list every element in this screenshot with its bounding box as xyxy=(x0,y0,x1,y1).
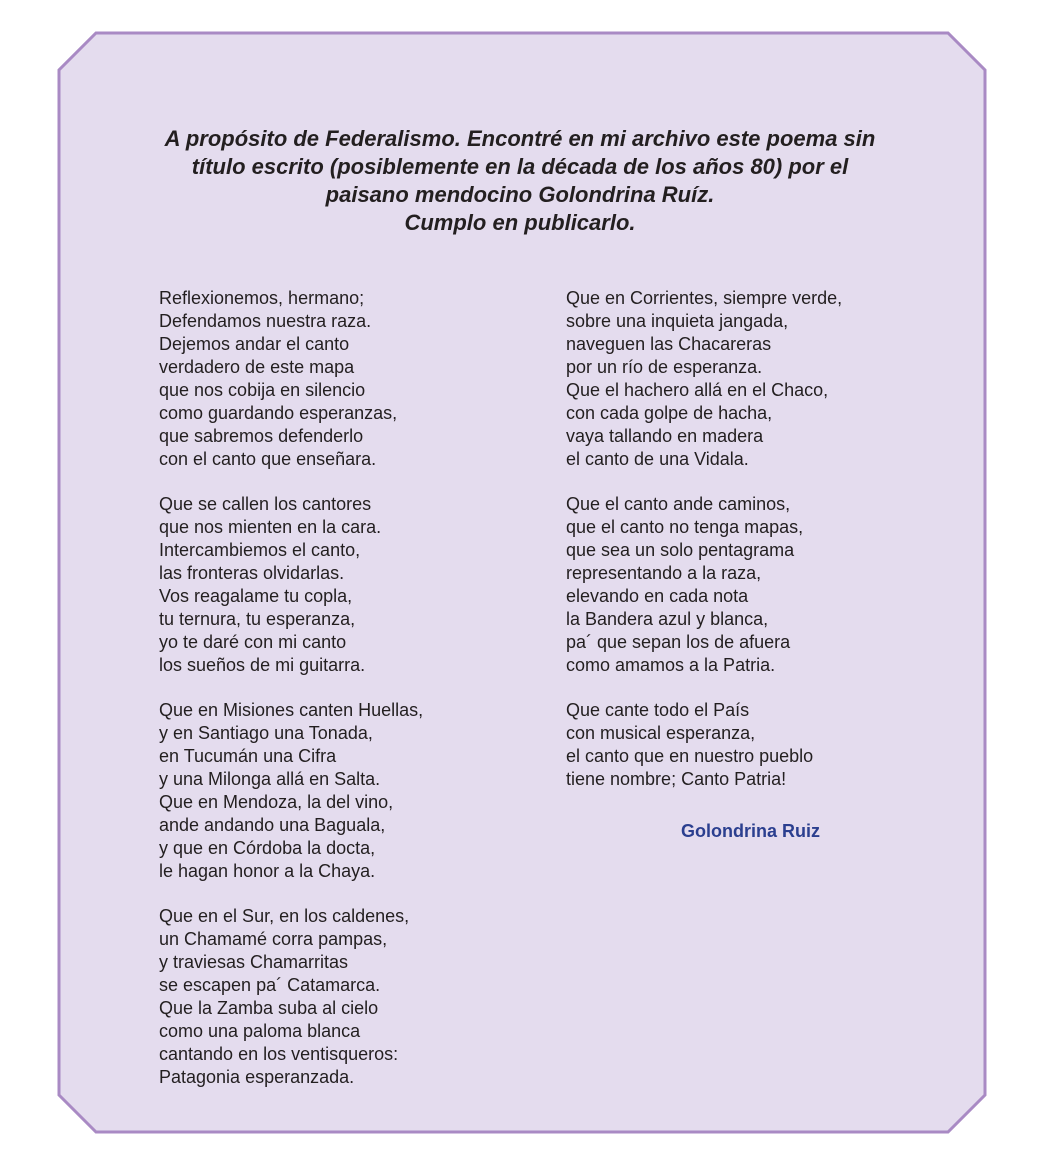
verse-line: los sueños de mi guitarra. xyxy=(159,655,366,675)
intro-note xyxy=(120,125,920,237)
verse-line: Que el hachero allá en el Chaco, xyxy=(566,380,829,400)
verse-line: la Bandera azul y blanca, xyxy=(566,609,769,629)
verse-line: verdadero de este mapa xyxy=(159,357,355,377)
verse-line: el canto que en nuestro pueblo xyxy=(566,746,814,766)
verse-line: Que en Misiones canten Huellas, xyxy=(159,700,424,720)
verse-line: Que cante todo el País xyxy=(566,700,750,720)
verse-line: que el canto no tenga mapas, xyxy=(566,517,804,537)
verse-line: pa´ que sepan los de afuera xyxy=(566,632,791,652)
verse-line: que sabremos defenderlo xyxy=(159,426,364,446)
verse-line: se escapen pa´ Catamarca. xyxy=(159,975,381,995)
intro-line: A propósito de Federalismo. Encontré en mi archivo este poema sin xyxy=(164,126,876,151)
verse-line: Patagonia esperanzada. xyxy=(159,1067,355,1087)
verse-line: sobre una inquieta jangada, xyxy=(566,311,789,331)
verse-line: Que se callen los cantores xyxy=(159,494,372,514)
verse-line: Que en Corrientes, siempre verde, xyxy=(566,288,843,308)
poem-stanza xyxy=(159,699,519,883)
verse-line: Intercambiemos el canto, xyxy=(159,540,361,560)
poem-stanza xyxy=(566,493,926,677)
verse-line: como amamos a la Patria. xyxy=(566,655,776,675)
verse-line: por un río de esperanza. xyxy=(566,357,763,377)
verse-line: Que la Zamba suba al cielo xyxy=(159,998,379,1018)
verse-line: le hagan honor a la Chaya. xyxy=(159,861,376,881)
verse-line: el canto de una Vidala. xyxy=(566,449,749,469)
intro-line: Cumplo en publicarlo. xyxy=(404,210,636,235)
verse-line: que nos cobija en silencio xyxy=(159,380,366,400)
verse-line: cantando en los ventisqueros: xyxy=(159,1044,399,1064)
verse-line: Que el canto ande caminos, xyxy=(566,494,791,514)
verse-line: tu ternura, tu esperanza, xyxy=(159,609,356,629)
verse-line: como guardando esperanzas, xyxy=(159,403,398,423)
verse-line: que nos mienten en la cara. xyxy=(159,517,382,537)
verse-line: con cada golpe de hacha, xyxy=(566,403,773,423)
verse-line: en Tucumán una Cifra xyxy=(159,746,337,766)
verse-line: Que en Mendoza, la del vino, xyxy=(159,792,394,812)
verse-line: y traviesas Chamarritas xyxy=(159,952,349,972)
verse-line: que sea un solo pentagrama xyxy=(566,540,795,560)
poem-stanza xyxy=(159,905,519,1089)
verse-line: con musical esperanza, xyxy=(566,723,756,743)
verse-line: con el canto que enseñara. xyxy=(159,449,377,469)
poem-stanza xyxy=(159,287,519,471)
poem-stanza xyxy=(566,287,926,471)
verse-line: yo te daré con mi canto xyxy=(159,632,347,652)
verse-line: las fronteras olvidarlas. xyxy=(159,563,345,583)
verse-line: vaya tallando en madera xyxy=(566,426,764,446)
verse-line: un Chamamé corra pampas, xyxy=(159,929,388,949)
verse-line: Defendamos nuestra raza. xyxy=(159,311,372,331)
poem-signature: Golondrina Ruiz xyxy=(681,821,820,841)
poem-stanza xyxy=(566,699,926,791)
verse-line: ande andando una Baguala, xyxy=(159,815,386,835)
verse-line: Reflexionemos, hermano; xyxy=(159,288,365,308)
verse-line: Dejemos andar el canto xyxy=(159,334,350,354)
poem-right-column xyxy=(566,287,926,813)
verse-line: y que en Córdoba la docta, xyxy=(159,838,376,858)
poem-left-column xyxy=(159,287,519,1111)
verse-line: como una paloma blanca xyxy=(159,1021,361,1041)
verse-line: naveguen las Chacareras xyxy=(566,334,772,354)
verse-line: elevando en cada nota xyxy=(566,586,749,606)
intro-line: título escrito (posiblemente en la década de los años 80) por el xyxy=(191,154,849,179)
verse-line: Vos reagalame tu copla, xyxy=(159,586,353,606)
verse-line: y en Santiago una Tonada, xyxy=(159,723,373,743)
intro-line: paisano mendocino Golondrina Ruíz. xyxy=(325,182,715,207)
poem-stanza xyxy=(159,493,519,677)
verse-line: y una Milonga allá en Salta. xyxy=(159,769,381,789)
verse-line: representando a la raza, xyxy=(566,563,762,583)
verse-line: tiene nombre; Canto Patria! xyxy=(566,769,787,789)
verse-line: Que en el Sur, en los caldenes, xyxy=(159,906,410,926)
